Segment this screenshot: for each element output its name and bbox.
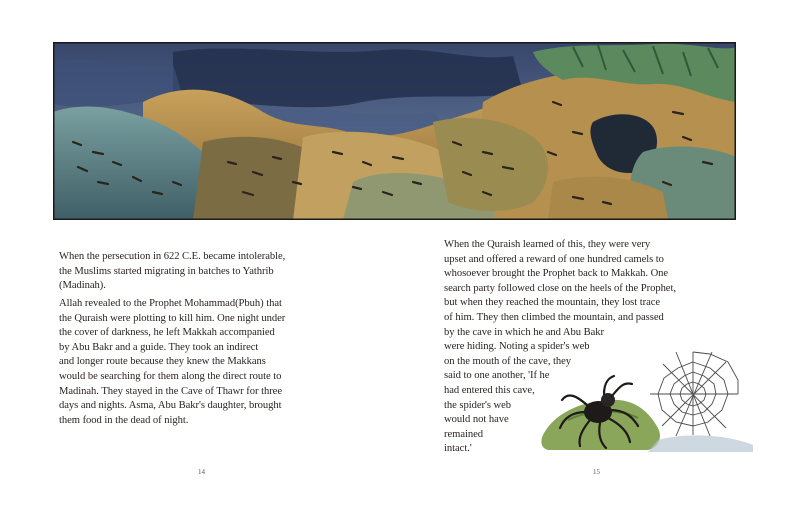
left-paragraph-2 xyxy=(59,297,285,428)
text-line: intact.' xyxy=(444,443,472,455)
text-line: the Quraish were plotting to kill him. One night under xyxy=(59,312,286,324)
text-line: and longer route because they knew the Makkans xyxy=(59,356,266,368)
cave-mountain-illustration xyxy=(53,42,736,220)
text-line: When the Quraish learned of this, they were very xyxy=(444,239,651,250)
text-line: upset and offered a reward of one hundred camels to xyxy=(444,253,664,265)
text-line: whosoever brought the Prophet back to Makkah. One xyxy=(444,268,669,280)
text-line: the Muslims started migrating in batches to Yathrib xyxy=(59,265,274,277)
text-line: (Madinah). xyxy=(59,280,106,292)
text-line: would be searching for them along the direct route to xyxy=(59,370,282,382)
text-line: the cover of darkness, he left Makkah accompanied xyxy=(59,327,275,339)
text-line: the spider's web xyxy=(444,399,512,411)
text-line: Madinah. They stayed in the Cave of Thawr for three xyxy=(59,385,282,397)
page-number-left: 14 xyxy=(198,468,205,476)
spider-web-illustration xyxy=(538,340,760,452)
text-line: search party followed close on the heels of the Prophet, xyxy=(444,282,676,294)
text-line: would not have xyxy=(444,414,509,426)
left-paragraph-1 xyxy=(59,250,285,294)
text-line: but when they reached the mountain, they lost trace xyxy=(444,297,661,309)
page-number-right: 15 xyxy=(593,468,600,476)
text-line: days and nights. Asma, Abu Bakr's daughter, brought xyxy=(59,400,282,412)
text-line: them food in the dead of night. xyxy=(59,414,189,426)
text-line: by the cave in which he and Abu Bakr xyxy=(444,326,605,338)
text-line: of him. They then climbed the mountain, and passed xyxy=(444,311,664,323)
text-line: on the mouth of the cave, they xyxy=(444,355,572,367)
text-line: When the persecution in 622 C.E. became intolerable, xyxy=(59,251,286,262)
text-line: were hiding. Noting a spider's web xyxy=(444,341,590,353)
spider-web-icon xyxy=(650,352,738,436)
text-line: Allah revealed to the Prophet Mohammad(Pbuh) that xyxy=(59,298,282,309)
text-line: had entered this cave, xyxy=(444,384,535,396)
text-line: remained xyxy=(444,428,484,440)
text-line: by Abu Bakr and a guide. They took an indirect xyxy=(59,341,259,353)
text-line: said to one another, 'If he xyxy=(444,370,550,382)
